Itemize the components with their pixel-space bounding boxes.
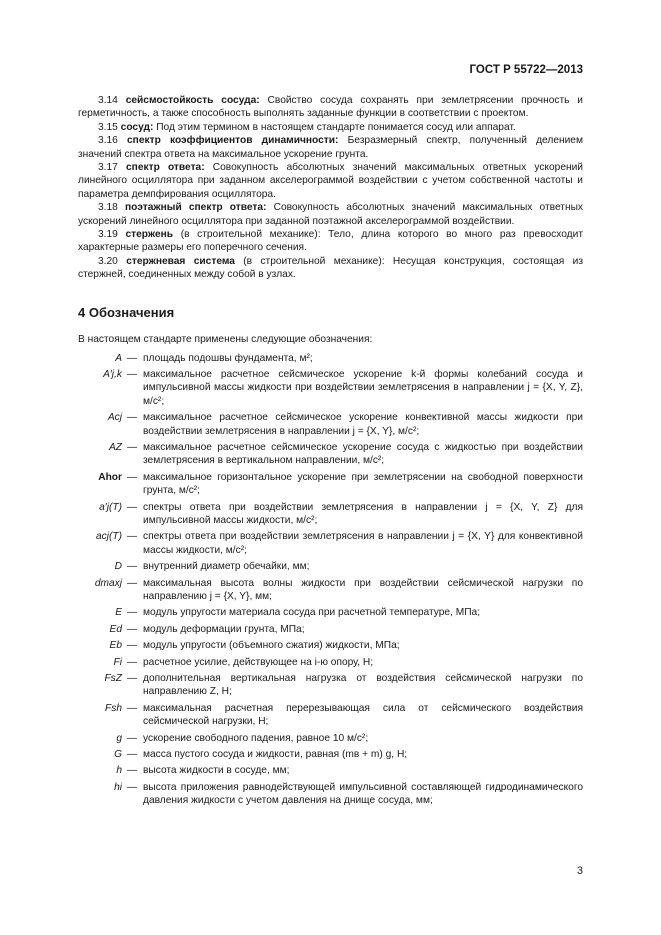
symbol-dash: — [126, 640, 138, 652]
term-name: стержневая система [126, 255, 235, 267]
symbol-definition: дополнительная вертикальная нагрузка от воздействия сейсмической нагрузки по направлению Z, Н; [143, 673, 583, 698]
term-number: 3.14 [98, 95, 126, 106]
symbol-row [78, 606, 583, 619]
symbol-row [78, 368, 583, 408]
symbol: Ahor [98, 471, 122, 483]
term-paragraph [78, 134, 583, 161]
symbol: AZ [108, 441, 122, 453]
symbol-dash: — [126, 531, 138, 543]
symbol-dash: — [126, 702, 138, 714]
symbol: D [114, 561, 122, 573]
symbol-dash: — [126, 471, 138, 483]
symbol-row [78, 560, 583, 573]
symbol-dash: — [126, 673, 138, 685]
symbol-definition: расчетное усилие, действующее на i-ю опору, Н; [143, 656, 374, 668]
symbol: a′j(T) [99, 501, 122, 513]
symbol-row [78, 411, 583, 438]
symbol-definition: высота приложения равнодействующей импульсивной составляющей гидродинамического давления жидкости с учетом давления на днище сосуда, мм; [143, 781, 583, 807]
symbol-row [78, 764, 583, 777]
symbol: A [115, 352, 122, 364]
term-name: стержень [125, 229, 174, 241]
symbol-definition: максимальная высота волны жидкости при воздействии сейсмической нагрузки по направлению j = {X, Y}, мм; [143, 577, 583, 602]
symbol-dash: — [126, 607, 138, 619]
symbol-row [78, 577, 583, 604]
symbol-dash: — [126, 561, 138, 573]
term-paragraph [78, 161, 583, 201]
symbol-row [78, 639, 583, 652]
symbol-row [78, 732, 583, 745]
term-number: 3.15 [98, 121, 121, 133]
document-body [78, 94, 583, 811]
symbol-dash: — [126, 577, 138, 589]
term-number: 3.19 [98, 229, 126, 241]
term-definition: (в строительной механике): Несущая конструкция, состоящая из стержней, соединенных между собой в узлах. [78, 255, 583, 281]
term-number: 3.20 [98, 255, 127, 267]
symbol: Ed [109, 623, 122, 635]
symbol-definition: спектры ответа при воздействии землетрясения в направлении j = {X, Y, Z} для импульсивной массы жидкости, м/с²; [143, 501, 583, 526]
symbol-definition: масса пустого сосуда и жидкости, равная (mв + m) g, Н; [143, 749, 408, 761]
symbols-list [78, 352, 583, 808]
symbol: Acj [107, 412, 122, 424]
symbol-definition: максимальное горизонтальное ускорение при землетрясении на свободной поверхности грунта, м/с²; [143, 471, 583, 497]
term-paragraph [78, 94, 583, 121]
symbol-definition: максимальное расчетное сейсмическое ускорение сосуда с жидкостью при воздействии землетрясения в вертикальном направлении, м/с²; [143, 441, 583, 467]
symbol-definition: максимальная расчетная перерезывающая сила от сейсмического воздействия сейсмической нагрузки, Н; [143, 702, 583, 728]
symbol-dash: — [126, 441, 138, 453]
symbol-row [78, 501, 583, 528]
term-name: спектр ответа: [126, 162, 205, 174]
symbol-definition: максимальное расчетное сейсмическое ускорение конвективной массы жидкости при воздействии землетрясения в направлении j = {X, Y}, м/с²; [143, 412, 583, 437]
symbol-dash: — [126, 412, 138, 424]
symbol-dash: — [126, 501, 138, 513]
symbol-dash: — [126, 732, 138, 744]
symbol: A′j,k [103, 368, 122, 380]
term-paragraph [78, 201, 583, 228]
symbol-row [78, 441, 583, 468]
symbol-definition: высота жидкости в сосуде, мм; [143, 765, 290, 777]
term-definition: (в строительной механике): Тело, длина которого во много раз превосходит характерные размеры его поперечного сечения. [78, 229, 583, 254]
symbol-definition: площадь подошвы фундамента, м²; [143, 352, 313, 364]
symbol: Eb [109, 640, 122, 652]
symbol: g [116, 732, 122, 744]
symbol-definition: внутренний диаметр обечайки, мм; [143, 561, 310, 573]
symbol: Fi [113, 656, 122, 668]
term-name: спектр коэффициентов динамичности: [127, 135, 339, 147]
term-name: сейсмостойкость сосуда: [125, 95, 260, 106]
symbol-row [78, 530, 583, 557]
symbol-dash: — [126, 781, 138, 793]
section-title: 4 Обозначения [78, 304, 175, 320]
term-number: 3.17 [98, 162, 126, 174]
term-name: поэтажный спектр ответа: [124, 202, 267, 214]
symbol-row [78, 702, 583, 729]
symbol-row [78, 748, 583, 761]
symbol-dash: — [126, 623, 138, 635]
symbol: hi [114, 781, 122, 793]
symbol-row [78, 656, 583, 669]
term-definition: Под этим термином в настоящем стандарте понимается сосуд или аппарат. [153, 121, 516, 133]
page-number: 3 [576, 865, 583, 877]
term-number: 3.18 [98, 202, 125, 214]
terms-list [78, 94, 583, 282]
symbol-definition: модуль деформации грунта, МПа; [143, 623, 305, 635]
symbol: Fsh [105, 702, 122, 714]
symbol-dash: — [126, 352, 138, 364]
symbol-dash: — [126, 368, 138, 380]
symbol-definition: модуль упругости материала сосуда при расчетной температуре, МПа; [143, 607, 481, 619]
term-definition: Свойство сосуда сохранять при землетрясении прочность и герметичность, а также способность выполнять заданные функции в соответствии с проектом. [78, 95, 583, 120]
symbol: E [115, 607, 122, 619]
section-intro: В настоящем стандарте применены следующие обозначения: [78, 334, 373, 346]
symbol-definition: ускорение свободного падения, равное 10 м/с²; [143, 732, 369, 744]
symbol: dmaxj [94, 577, 122, 589]
symbol: h [116, 765, 122, 777]
document-header: ГОСТ Р 55722—2013 [469, 64, 583, 76]
symbol-definition: спектры ответа при воздействии землетрясения в направлении j = {X, Y} для конвективной массы жидкости, м/с²; [143, 531, 583, 556]
term-paragraph [78, 228, 583, 255]
symbol-dash: — [126, 749, 138, 761]
symbol-dash: — [126, 765, 138, 777]
term-definition: Совокупность абсолютных значений максимальных ответных ускорений линейного осциллятора при заданной поэтажной акселерограммой воздействии. [78, 202, 583, 227]
symbol-row [78, 471, 583, 498]
symbol-row [78, 352, 583, 365]
term-number: 3.16 [98, 135, 128, 147]
symbol-definition: модуль упругости (объемного сжатия) жидкости, МПа; [143, 640, 400, 652]
symbol: acj(T) [95, 531, 122, 543]
term-paragraph [78, 121, 583, 134]
symbol: G [114, 749, 122, 761]
symbol-dash: — [126, 656, 138, 668]
symbol-row [78, 672, 583, 699]
symbol: FsZ [104, 673, 122, 685]
symbol-definition: максимальное расчетное сейсмическое ускорение k-й формы колебаний сосуда и импульсивной массы жидкости при воздействии землетрясения в направлении j = {X, Y, Z}, м/с²; [143, 368, 583, 407]
term-definition: Совокупность абсолютных значений максимальных ответных ускорений линейного осциллятора при заданном акселерограммой воздействии с учетом собственной частоты и параметра демпфирования осциллятора. [78, 162, 583, 200]
symbol-row [78, 623, 583, 636]
term-paragraph [78, 255, 583, 282]
term-name: сосуд: [120, 121, 154, 133]
term-definition: Безразмерный спектр, полученный делением значений спектра ответа на максимальное ускорение грунта. [78, 135, 583, 160]
symbol-row [78, 781, 583, 808]
